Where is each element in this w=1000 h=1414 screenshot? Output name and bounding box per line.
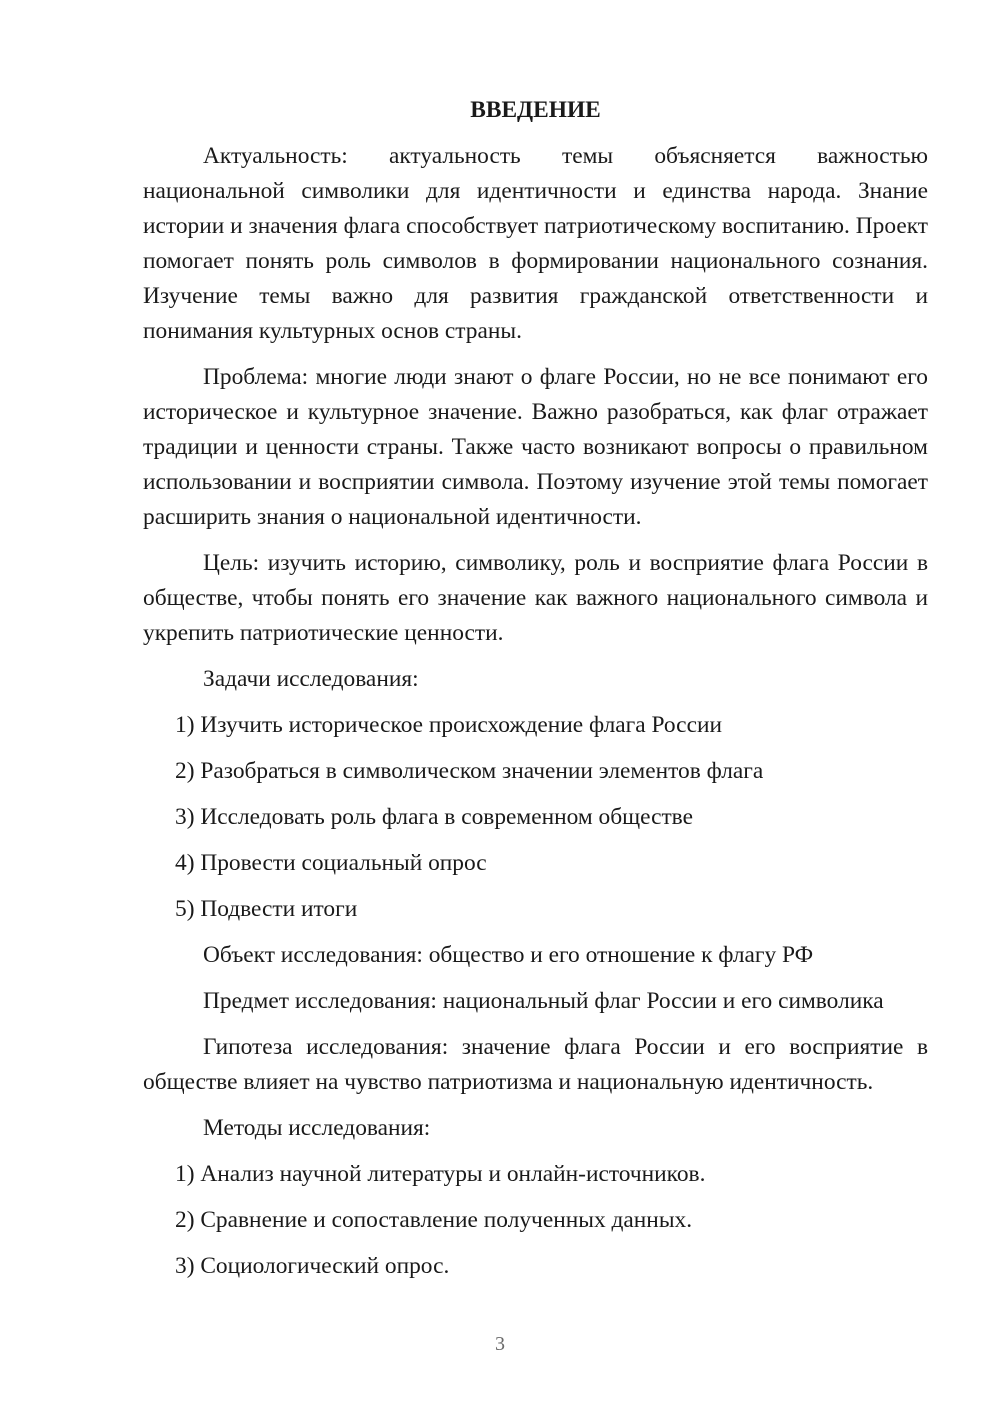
list-item: 1) Анализ научной литературы и онлайн-источников. [175,1161,706,1187]
tasks-list [143,708,928,927]
object-paragraph: Объект исследования: общество и его отношение к флагу РФ [203,942,814,968]
list-item: 2) Разобраться в символическом значении элементов флага [175,758,764,784]
methods-list [143,1157,928,1284]
subject-paragraph: Предмет исследования: национальный флаг России и его символика [203,988,884,1014]
relevance-paragraph: Актуальность: актуальность темы объясняется важностью национальной символики для идентичности и единства народа. Знание истории и значения флага способствует патриотическому воспитанию. Проект помогает понять роль символов в формировании национального сознания. Изучение темы важно для развития гражданской ответственности и понимания культурных основ страны. [143,143,928,344]
list-item: 3) Исследовать роль флага в современном обществе [175,804,693,830]
goal-paragraph: Цель: изучить историю, символику, роль и восприятие флага России в обществе, чтобы понять его значение как важного национального символа и укрепить патриотические ценности. [143,550,928,646]
page-title: ВВЕДЕНИЕ [470,97,601,123]
list-item: 3) Социологический опрос. [175,1253,450,1279]
page-content [143,93,928,1295]
problem-paragraph: Проблема: многие люди знают о флаге России, но не все понимают его историческое и культурное значение. Важно разобраться, как флаг отражает традиции и ценности страны. Также часто возникают вопросы о правильном использовании и восприятии символа. Поэтому изучение этой темы помогает расширить знания о национальной идентичности. [143,364,928,530]
list-item: 2) Сравнение и сопоставление полученных данных. [175,1207,693,1233]
methods-heading: Методы исследования: [203,1115,431,1141]
tasks-heading: Задачи исследования: [203,666,419,692]
list-item: 5) Подвести итоги [175,896,358,922]
hypothesis-paragraph: Гипотеза исследования: значение флага России и его восприятие в обществе влияет на чувство патриотизма и национальную идентичность. [143,1034,928,1095]
list-item: 1) Изучить историческое происхождение флага России [175,712,722,738]
list-item: 4) Провести социальный опрос [175,850,487,876]
page-number: 3 [495,1333,505,1355]
